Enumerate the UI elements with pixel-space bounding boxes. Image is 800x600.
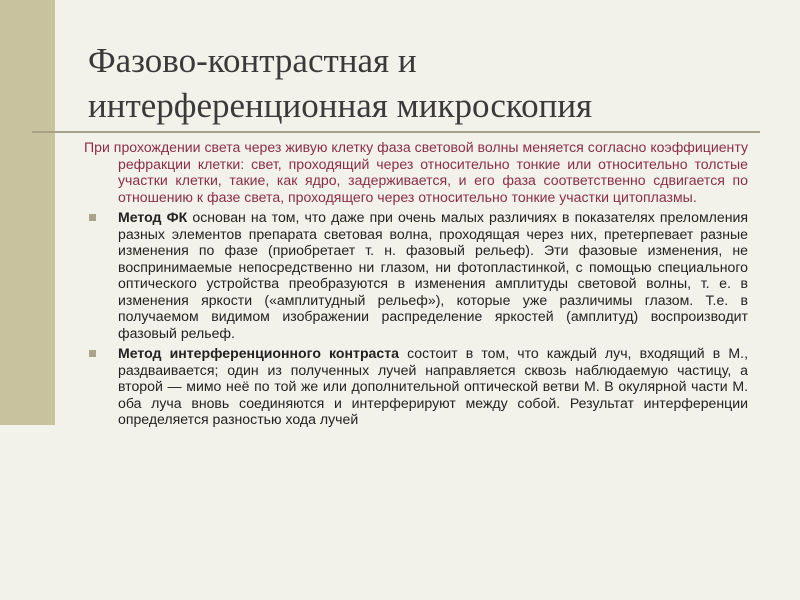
square-bullet-icon — [89, 350, 96, 357]
item-text: состоит в том, что каждый луч, входящий в М., раздваивается; один из полученных лучей направляется сквозь наблюдаемую частицу, а второй — мимо неё по той же или дополнительной оптической ветви М. В окулярной части М. оба луча вновь соединяются и интерферируют между собой. Результат интерференции определяется разностью хода лучей — [118, 345, 748, 427]
title-divider — [32, 131, 760, 133]
square-bullet-icon — [89, 214, 96, 221]
title-line-1: Фазово-контрастная и — [88, 41, 417, 80]
title-line-2: интерференционная микроскопия — [88, 86, 593, 125]
item-lead: Метод интерференционного контраста — [118, 345, 399, 361]
side-accent-bar — [0, 0, 55, 425]
list-item-interference-contrast — [84, 345, 748, 428]
item-text: основан на том, что даже при очень малых различиях в показателях преломления разных элементов препарата световая волна, проходящая через них, претерпевает разные изменения по фазе (приобретает т. н. фазовый рельеф). Эти фазовые изменения, не воспринимаемые непосредственно ни глазом, ни фотопластинкой, с помощью специального оптического устройства преобразуются в изменения амплитуды световой волны, т. е. в изменения яркости («амплитудный рельеф»), которые уже различимы глазом. Т.е. в получаемом видимом изображении распределение яркостей (амплитуд) воспроизводит фазовый рельеф. — [118, 209, 748, 341]
slide-body — [84, 139, 748, 432]
intro-paragraph: При прохождении света через живую клетку фаза световой волны меняется согласно коэффициенту рефракции клетки: свет, проходящий через относительно тонкие или относительно толстые участки клетки, такие, как ядро, задерживается, и его фаза соответственно сдвигается по отношению к фазе света, проходящего через относительно тонкие участки цитоплазмы. — [84, 139, 748, 205]
slide-title — [88, 38, 778, 128]
list-item-phase-contrast — [84, 209, 748, 341]
item-lead: Метод ФК — [118, 209, 188, 225]
